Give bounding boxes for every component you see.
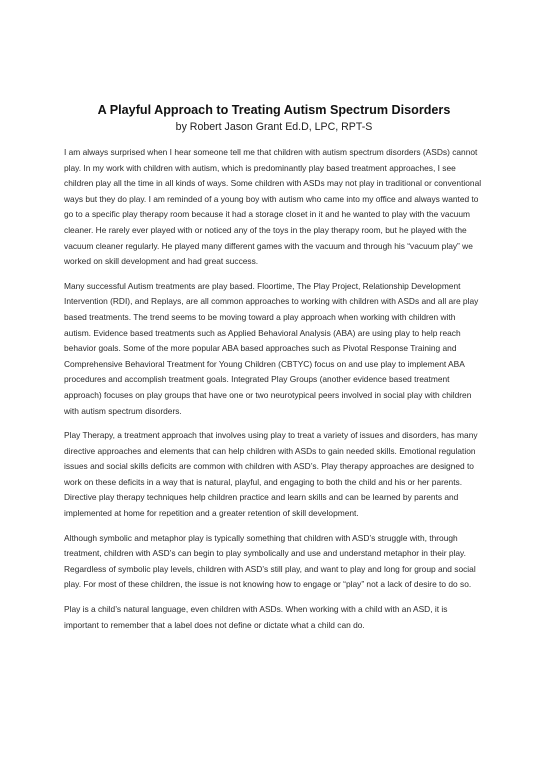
author-byline: by Robert Jason Grant Ed.D, LPC, RPT-S [175, 121, 373, 133]
body-paragraph-5: Play is a child’s natural language, even children with ASDs. When working with a child with an ASD, it is important to remember that a label does not define or dictate what a child can do. [64, 604, 448, 630]
body-paragraph-3: Play Therapy, a treatment approach that involves using play to treat a variety of issues and disorders, has many directive approaches and elements that can help children with ASDs to gain needed skills. Emotional regulation issues and social skills deficits are common with children with ASD’s. Play therapy approaches are designed to work on these deficits in a way that is natural, playful, and engaging to both the child and his or her parents. Directive play therapy techniques help children practice and learn skills and can be learned by parents and implemented at home for repetition and a greater retention of skill development. [64, 430, 478, 519]
body-paragraph-2: Many successful Autism treatments are play based. Floortime, The Play Project, Relationship Development Intervention (RDI), and Replays, are all common approaches to working with children with ASDs and all are play based treatments. The trend seems to be moving toward a play approach when working with children with autism. Evidence based treatments such as Applied Behavioral Analysis (ABA) are using play to help reach behavior goals. Some of the more popular ABA based approaches such as Pivotal Response Training and Comprehensive Behavioral Treatment for Young Children (CBTYC) focus on and use play to implement ABA procedures and accomplish treatment goals. Integrated Play Groups (another evidence based treatment approach) focuses on play groups that have one or two neurotypical peers involved in social play with children with autism spectrum disorders. [64, 280, 479, 416]
body-paragraph-4: Although symbolic and metaphor play is typically something that children with ASD’s struggle with, through treatment, children with ASD’s can begin to play symbolically and use and understand metaphor in their play. Regardless of symbolic play levels, children with ASD’s still play, and want to play and long for group and social play. For most of these children, the issue is not knowing how to engage or “play” not a lack of desire to do so. [64, 532, 476, 590]
document-title: A Playful Approach to Treating Autism Spectrum Disorders [97, 103, 451, 117]
body-paragraph-1: I am always surprised when I hear someone tell me that children with autism spectrum disorders (ASDs) cannot play. In my work with children with autism, which is predominantly play based treatment approaches, I see children play all the time in all kinds of ways. Some children with ASDs may not play in traditional or conventional ways but they do play. I am reminded of a young boy with autism who came into my office and always wanted to go to a specific play therapy room because it had a storage closet in it and he wanted to play with the vacuum cleaner. He rarely ever played with or noticed any of the toys in the play therapy room, but he played with the vacuum cleaner regularly. He played many different games with the vacuum and through his “vacuum play” we worked on skill development and had great success. [64, 147, 482, 267]
